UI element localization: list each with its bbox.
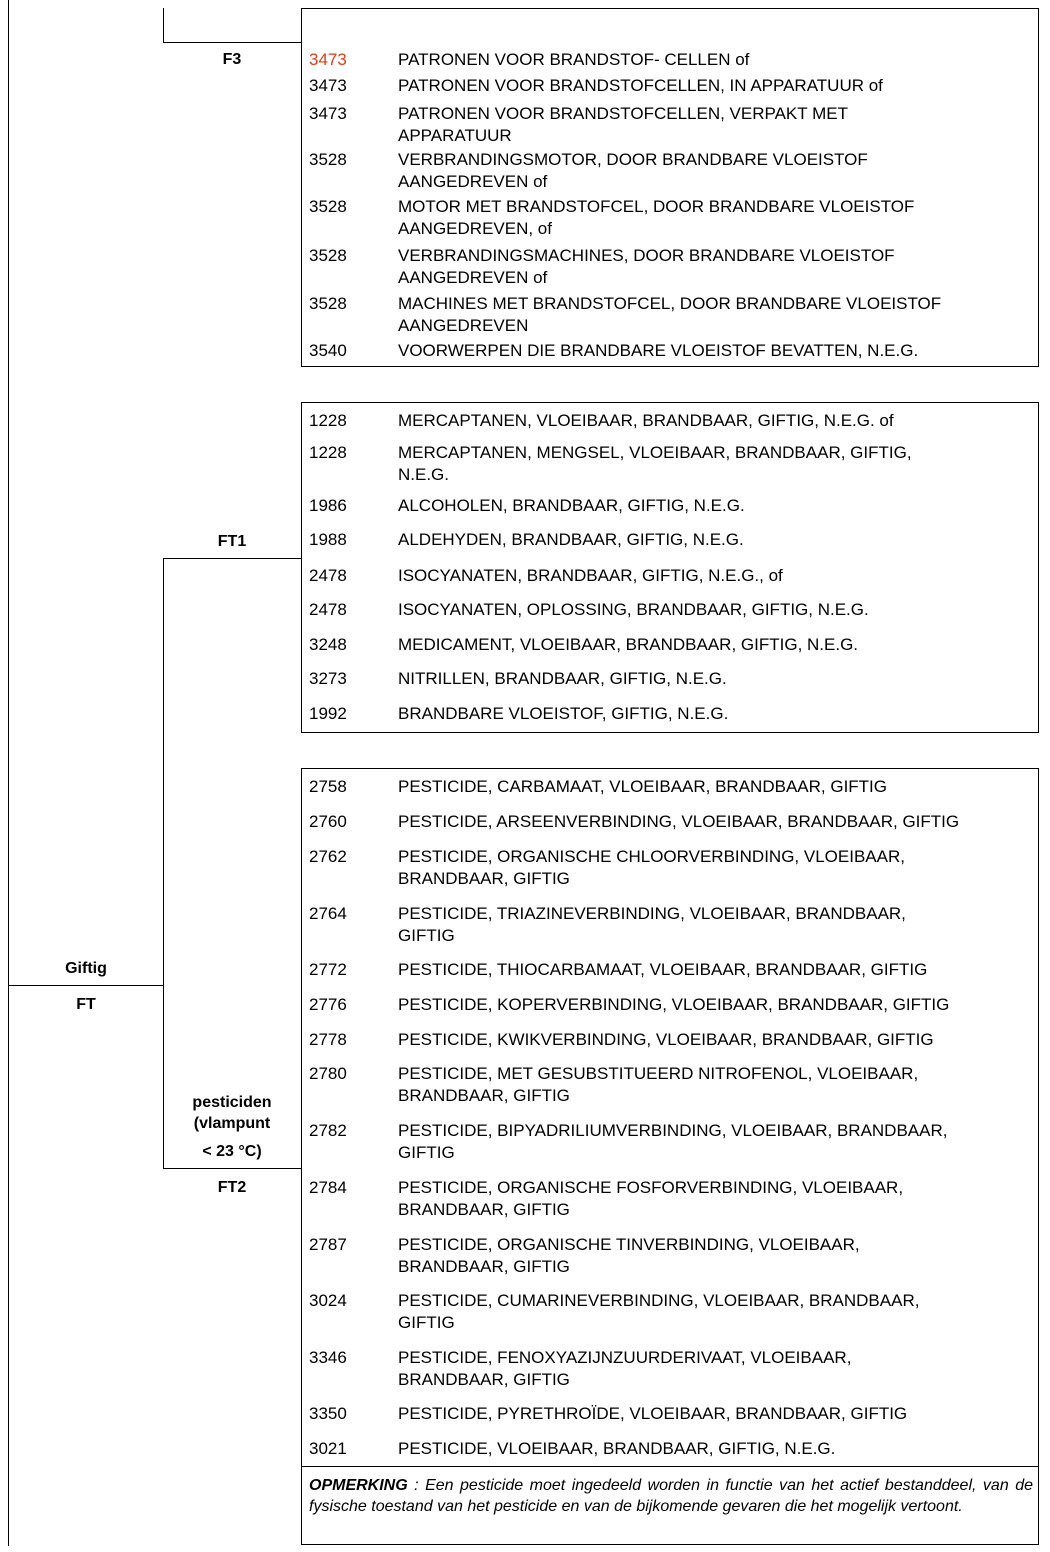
substance-name: VOORWERPEN DIE BRANDBARE VLOEISTOF BEVATTEN, N.E.G. [398,341,919,360]
un-number: 3273 [309,669,347,688]
ft2-connector-line [163,1168,301,1169]
substance-name: ISOCYANATEN, OPLOSSING, BRANDBAAR, GIFTIG, N.E.G. [398,600,869,619]
pesticiden-label-line2: (vlampunt [193,1115,271,1132]
substance-name: PATRONEN VOOR BRANDSTOFCELLEN, VERPAKT MET APPARATUUR [398,104,848,145]
f3-branch-vertical [163,8,164,43]
un-number: 3021 [309,1439,347,1458]
un-number: 2478 [309,600,347,619]
f3-connector-line [163,42,301,43]
un-number: 3528 [309,246,347,265]
un-number: 1228 [309,443,347,462]
substance-name: MERCAPTANEN, MENGSEL, VLOEIBAAR, BRANDBAAR, GIFTIG, N.E.G. [398,443,912,484]
pesticiden-label-line3: < 23 °C) [202,1143,262,1160]
un-number: 2762 [309,847,347,866]
substance-name: PESTICIDE, ORGANISCHE TINVERBINDING, VLOEIBAAR, BRANDBAAR, GIFTIG [398,1235,860,1276]
remark-note [302,1466,1038,1544]
un-number: 2784 [309,1178,347,1197]
substance-name: PESTICIDE, FENOXYAZIJNZUURDERIVAAT, VLOEIBAAR, BRANDBAAR, GIFTIG [398,1348,852,1389]
pesticiden-label-line1: pesticiden [192,1094,272,1111]
remark-text: : Een pesticide moet ingedeeld worden in functie van het actief bestanddeel, van de fysische toestand van het pesticide en van de bijkomende gevaren die het mogelijk vertoont. [309,1477,1033,1515]
ft1-label: FT1 [217,533,247,550]
substance-name: PESTICIDE, ARSEENVERBINDING, VLOEIBAAR, BRANDBAAR, GIFTIG [398,812,960,831]
ft1-substance-box [301,402,1039,733]
substance-name: ALCOHOLEN, BRANDBAAR, GIFTIG, N.E.G. [398,496,745,515]
remark-label: OPMERKING [309,1477,408,1494]
un-number: 3473 [309,76,347,95]
un-number: 2478 [309,566,347,585]
un-number: 3024 [309,1291,347,1310]
un-number: 3528 [309,197,347,216]
un-number: 2782 [309,1121,347,1140]
ft-label: FT [76,996,96,1013]
substance-name: PESTICIDE, KOPERVERBINDING, VLOEIBAAR, BRANDBAAR, GIFTIG [398,995,950,1014]
substance-name: VERBRANDINGSMOTOR, DOOR BRANDBARE VLOEISTOF AANGEDREVEN of [398,150,868,191]
un-number: 2772 [309,960,347,979]
substance-name: PESTICIDE, TRIAZINEVERBINDING, VLOEIBAAR, BRANDBAAR, GIFTIG [398,904,906,945]
un-number: 2780 [309,1064,347,1083]
un-number: 2758 [309,777,347,796]
substance-name: PESTICIDE, CARBAMAAT, VLOEIBAAR, BRANDBAAR, GIFTIG [398,777,888,796]
un-number: 3346 [309,1348,347,1367]
un-number: 2760 [309,812,347,831]
substance-name: PESTICIDE, BIPYADRILIUMVERBINDING, VLOEIBAAR, BRANDBAAR, GIFTIG [398,1121,948,1162]
substance-name: PESTICIDE, ORGANISCHE FOSFORVERBINDING, VLOEIBAAR, BRANDBAAR, GIFTIG [398,1178,904,1219]
un-number: 1992 [309,704,347,723]
substance-name: NITRILLEN, BRANDBAAR, GIFTIG, N.E.G. [398,669,727,688]
substance-name: ISOCYANATEN, BRANDBAAR, GIFTIG, N.E.G., of [398,566,783,585]
un-number: 3473 [309,50,347,69]
substance-name: MOTOR MET BRANDSTOFCEL, DOOR BRANDBARE VLOEISTOF AANGEDREVEN, of [398,197,915,238]
substance-name: PESTICIDE, KWIKVERBINDING, VLOEIBAAR, BRANDBAAR, GIFTIG [398,1030,934,1049]
substance-name: PESTICIDE, MET GESUBSTITUEERD NITROFENOL, VLOEIBAAR, BRANDBAAR, GIFTIG [398,1064,919,1105]
ft-branch-vertical [163,558,164,1169]
substance-name: MERCAPTANEN, VLOEIBAAR, BRANDBAAR, GIFTIG, N.E.G. of [398,411,894,430]
ft1-connector-line [163,558,301,559]
ft2-label: FT2 [217,1179,247,1196]
substance-name: ALDEHYDEN, BRANDBAAR, GIFTIG, N.E.G. [398,530,744,549]
un-number: 3540 [309,341,347,360]
substance-name: BRANDBARE VLOEISTOF, GIFTIG, N.E.G. [398,704,729,723]
un-number: 2778 [309,1030,347,1049]
f3-substance-box [301,8,1039,367]
substance-name: PESTICIDE, PYRETHROÏDE, VLOEIBAAR, BRANDBAAR, GIFTIG [398,1404,908,1423]
ft2-substance-box [301,768,1039,1545]
giftig-label: Giftig [65,960,107,977]
ft-connector-line [8,985,163,986]
substance-name: PESTICIDE, THIOCARBAMAAT, VLOEIBAAR, BRANDBAAR, GIFTIG [398,960,928,979]
substance-name: PESTICIDE, VLOEIBAAR, BRANDBAAR, GIFTIG, N.E.G. [398,1439,836,1458]
un-number: 3350 [309,1404,347,1423]
substance-name: PESTICIDE, CUMARINEVERBINDING, VLOEIBAAR, BRANDBAAR, GIFTIG [398,1291,920,1332]
un-number: 2776 [309,995,347,1014]
un-number: 3248 [309,635,347,654]
substance-name: MACHINES MET BRANDSTOFCEL, DOOR BRANDBARE VLOEISTOF AANGEDREVEN [398,294,942,335]
substance-name: PATRONEN VOOR BRANDSTOFCELLEN, IN APPARATUUR of [398,76,883,95]
un-number: 1988 [309,530,347,549]
un-number: 3473 [309,104,347,123]
substance-name: PESTICIDE, ORGANISCHE CHLOORVERBINDING, VLOEIBAAR, BRANDBAAR, GIFTIG [398,847,905,888]
un-number: 1228 [309,411,347,430]
substance-name: PATRONEN VOOR BRANDSTOF- CELLEN of [398,50,750,69]
f3-label: F3 [222,51,242,68]
un-number: 2787 [309,1235,347,1254]
un-number: 1986 [309,496,347,515]
substance-name: VERBRANDINGSMACHINES, DOOR BRANDBARE VLOEISTOF AANGEDREVEN of [398,246,895,287]
un-number: 3528 [309,150,347,169]
un-number: 3528 [309,294,347,313]
substance-name: MEDICAMENT, VLOEIBAAR, BRANDBAAR, GIFTIG, N.E.G. [398,635,859,654]
main-trunk-line [8,0,9,1546]
un-number: 2764 [309,904,347,923]
